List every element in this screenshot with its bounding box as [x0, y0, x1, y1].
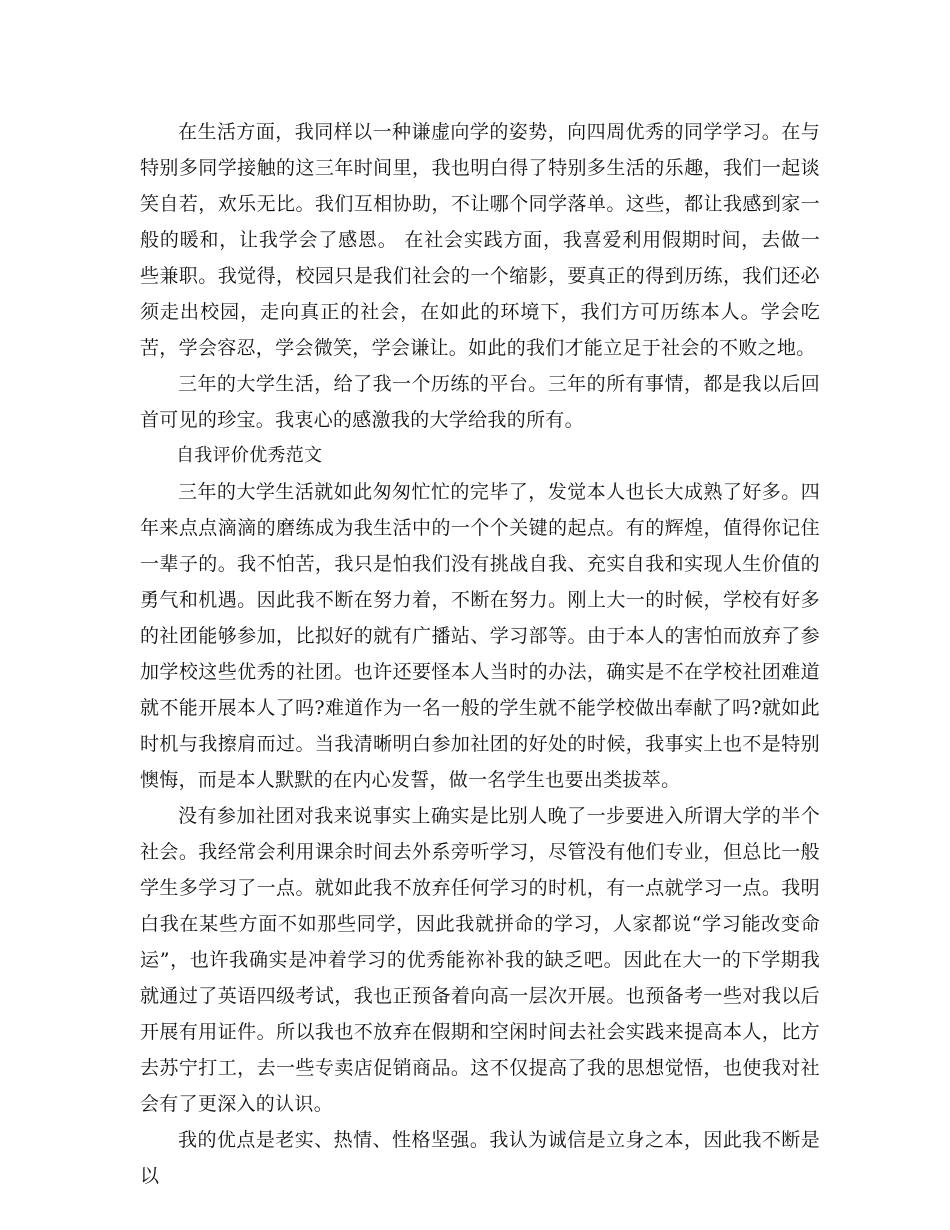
document-page [140, 114, 820, 1194]
paragraph-growth: 三年的大学生活就如此匆匆忙忙的完毕了，发觉本人也长大成熟了好多。四年来点点滴滴的磨练成为我生活中的一个个关键的起点。有的辉煌，值得你记住一辈子的。我不怕苦，我只是怕我们没有挑战自我、充实自我和实现人生价值的勇气和机遇。因此我不断在努力着，不断在努力。刚上大一的时候，学校有好多的社团能够参加，比拟好的就有广播站、学习部等。由于本人的害怕而放弃了参加学校这些优秀的社团。也许还要怪本人当时的办法，确实是不在学校社团难道就不能开展本人了吗?难道作为一名一般的学生就不能学校做出奉献了吗?就如此时机与我擦肩而过。当我清晰明白参加社团的好处的时候，我事实上也不是特别懊悔，而是本人默默的在内心发誓，做一名学生也要出类拔萃。 [140, 481, 820, 791]
section-heading: 自我评价优秀范文 [176, 445, 323, 466]
paragraph-summary: 三年的大学生活，给了我一个历练的平台。三年的所有事情，都是我以后回首可见的珍宝。我衷心的感激我的大学给我的所有。 [140, 373, 820, 431]
paragraph-study: 没有参加社团对我来说事实上确实是比别人晚了一步要进入所谓大学的半个社会。我经常会利用课余时间去外系旁听学习，尽管没有他们专业，但总比一般学生多学习了一点。就如此我不放弃任何学习的时机，有一点就学习一点。我明白我在某些方面不如那些同学，因此我就拼命的学习，人家都说“学习能改变命运”，也许我确实是冲着学习的优秀能祢补我的缺乏吧。因此在大一的下学期我就通过了英语四级考试，我也正预备着向高一层次开展。也预备考一些对我以后开展有用证件。所以我也不放弃在假期和空闲时间去社会实践来提高本人，比方去苏宁打工，去一些专卖店促销商品。这不仅提高了我的思想觉悟，也使我对社会有了更深入的认识。 [140, 805, 820, 1115]
paragraph-strengths: 我的优点是老实、热情、性格坚强。我认为诚信是立身之本，因此我不断是以 [140, 1129, 820, 1187]
paragraph-life: 在生活方面，我同样以一种谦虚向学的姿势，向四周优秀的同学学习。在与特别多同学接触的这三年时间里，我也明白得了特别多生活的乐趣，我们一起谈笑自若，欢乐无比。我们互相协助，不让哪个同学落单。这些，都让我感到家一般的暖和，让我学会了感恩。 在社会实践方面，我喜爱利用假期时间，去做一些兼职。我觉得，校园只是我们社会的一个缩影，要真正的得到历练，我们还必须走出校园，走向真正的社会，在如此的环境下，我们方可历练本人。学会吃苦，学会容忍，学会微笑，学会谦让。如此的我们才能立足于社会的不败之地。 [140, 121, 820, 359]
